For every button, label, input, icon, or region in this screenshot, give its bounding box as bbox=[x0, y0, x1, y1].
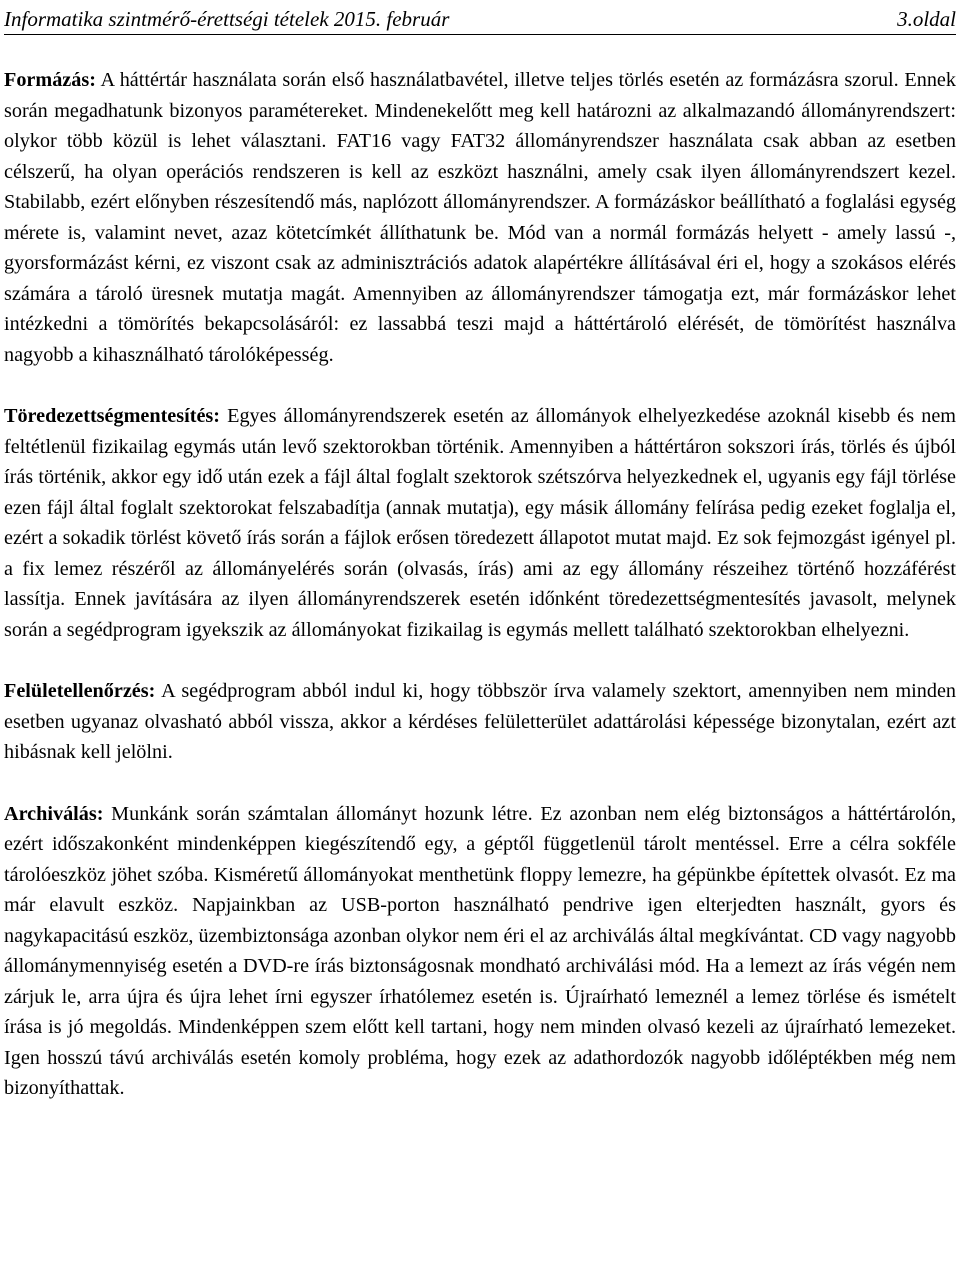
header-title: Informatika szintmérő-érettségi tételek 2015. február bbox=[4, 7, 450, 31]
page-number: 3.oldal bbox=[897, 7, 956, 31]
page-header bbox=[4, 0, 956, 35]
section-text: A háttértár használata során első használatbavétel, illetve teljes törlés esetén az formázásra szorul. Ennek során megadhatunk bizonyos paramétereket. Mindenekelőtt meg kell határozni az alkalmazandó állományrendszert: olykor több közül is lehet választani. FAT16 vagy FAT32 állományrendszer használata csak abban az esetben célszerű, ha olyan operációs rendszeren is kell az eszközt használni, amely csak ilyen állományrendszert kezel. Stabilabb, ezért előnyben részesítendő más, naplózott állományrendszer. A formázáskor beállítható a foglalási egység mérete is, valamint nevet, azaz kötetcímkét állíthatunk be. Mód van a normál formázás helyett - amely lassú -, gyorsformázást kérni, ez viszont csak az adminisztrációs adatok alapértékre állításával éri el, hogy a szokásos elérés számára a tároló üresnek mutatja magát. Amennyiben az állományrendszer támogatja ezt, már formázáskor lehet intézkedni a tömörítés bekapcsolásáról: ez lassabbá teszi majd a háttértároló elérését, de tömörítést használva nagyobb a kihasználható tárolóképesség. bbox=[4, 69, 956, 366]
section-text: A segédprogram abból indul ki, hogy többször írva valamely szektort, amennyiben nem minden esetben ugyanaz olvasható abból vissza, akkor a kérdéses felületterület adattárolási képessége bizonytalan, ezért azt hibásnak kell jelölni. bbox=[4, 680, 957, 763]
section-toredezettsegmentesites bbox=[4, 401, 956, 645]
section-term: Archiválás: bbox=[4, 802, 104, 825]
section-feluletellenorzes bbox=[4, 676, 956, 768]
section-term: Formázás: bbox=[4, 69, 96, 91]
section-archivalas bbox=[4, 799, 956, 1104]
section-term: Töredezettségmentesítés: bbox=[4, 405, 220, 427]
section-term: Felületellenőrzés: bbox=[4, 680, 156, 702]
section-formazas bbox=[4, 65, 956, 370]
section-text: Munkánk során számtalan állományt hozunk létre. Ez azonban nem elég biztonságos a háttértárolón, ezért időszakonként mindenképpen kiegészítendő egy, a géptől függetlenül tárolt mentéssel. Erre a célra sokféle tárolóeszköz jöhet szóba. Kisméretű állományokat menthetünk floppy lemezre, ha gépünkbe építettek olvasót. Ez ma már elavult eszköz. Napjainkban az USB-porton használható pendrive igen elterjedten használt, gyors és nagykapacitású eszköz, üzembiztonsága azonban olykor nem éri el az archiválás által megkívántat. CD vagy nagyobb állománymennyiség esetén a DVD-re írás biztonságosnak mondható archiválási mód. Ha a lemezt az írás végén nem zárjuk le, arra újra és újra lehet írni egyszer írhatólemez esetén is. Újraírható lemeznél a lemez törlése és ismételt írása is jó megoldás. Mindenképpen szem előtt kell tartani, hogy nem minden olvasó kezeli az újraírható lemezeket. Igen hosszú távú archiválás esetén komoly probléma, hogy ezek az adathordozók nagyobb időléptékben még nem bizonyíthattak. bbox=[4, 802, 956, 1099]
section-text: Egyes állományrendszerek esetén az állományok elhelyezkedése azoknál kisebb és nem feltétlenül fizikailag egymás után levő szektorokban történik. Amennyiben a háttértáron sokszori írás, törlés és újból írás történik, akkor egy idő után ezek a fájl által foglalt szektorok szétszórva helyezkednek el, ugyanis egy fájl törlése ezen fájl által foglalt szektorokat felszabadítja (annak mutatja), egy másik állomány felírása pedig ezeket foglalja el, ezért a sokadik törlést követő írás során a fájlok erősen töredezett állapotot mutat majd. Ez sok fejmozgást igényel pl. a fix lemez részéről az állományelérés során (olvasás, írás) ami az egy állomány részeihez történő hozzáférést lassítja. Ennek javítására az ilyen állományrendszerek esetén időnként töredezettségmentesítés javasolt, melynek során a segédprogram igyekszik az állományokat fizikailag is egymás mellett található szektorokban elhelyezni. bbox=[4, 405, 956, 641]
